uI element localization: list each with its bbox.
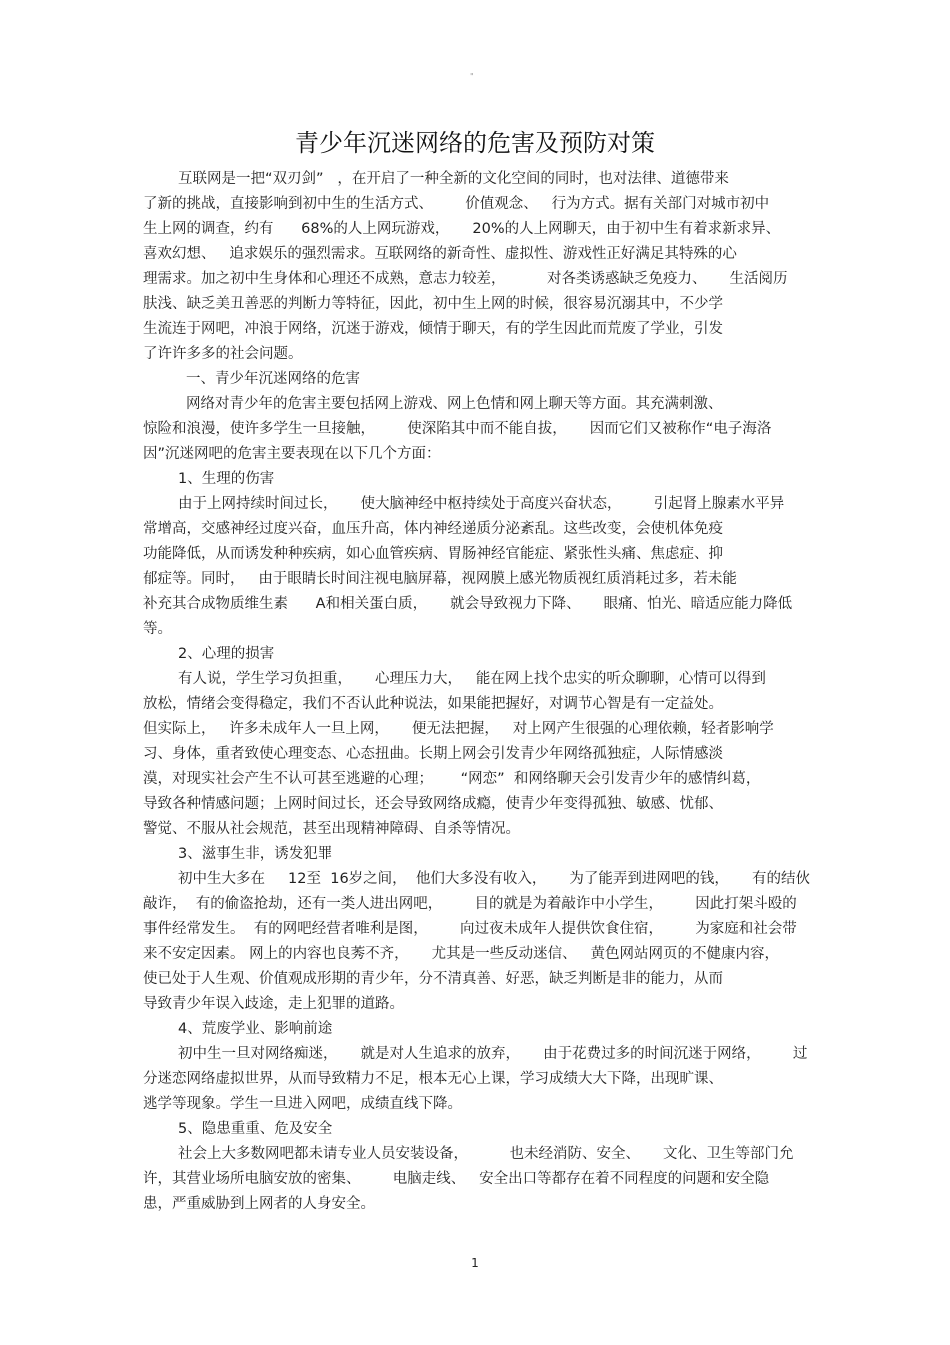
body-line: 肤浅、缺乏美丑善恶的判断力等特征，因此，初中生上网的时候，很容易沉溺其中，不少学	[143, 296, 723, 312]
body-line: 常增高，交感神经过度兴奋，血压升高，体内神经递质分泌紊乱。这些改变，会使机体免疫	[143, 521, 723, 537]
body-line: 分迷恋网络虚拟世界，从而导致精力不足，根本无心上课，学习成绩大大下降，出现旷课、	[143, 1071, 723, 1087]
body-line: 等。	[143, 621, 172, 637]
body-line: 漠，对现实社会产生不认可甚至逃避的心理； “网恋” 和网络聊天会引发青少年的感情纠葛，	[143, 771, 761, 787]
body-line: 许，其营业场所电脑安放的密集、 电脑走线、 安全出口等都存在着不同程度的问题和安全隐	[143, 1171, 770, 1187]
body-line: 习、身体，重者致使心理变态、心态扭曲。长期上网会引发青少年网络孤独症，人际情感淡	[143, 746, 723, 762]
subsection-heading: 2、心理的损害	[178, 646, 275, 662]
body-line: 放松，情绪会变得稳定，我们不否认此种说法，如果能把握好，对调节心智是有一定益处。	[143, 696, 723, 712]
body-line: 了许许多多的社会问题。	[143, 346, 303, 362]
body-line: 敲诈， 有的偷盗抢劫，还有一类人进出网吧， 目的就是为着敲诈中小学生， 因此打架斗殴的	[143, 896, 797, 912]
body-line: 警觉、不服从社会规范，甚至出现精神障碍、自杀等情况。	[143, 821, 520, 837]
body-line: 使已处于人生观、价值观成形期的青少年，分不清真善、好恶，缺乏判断是非的能力，从而	[143, 971, 723, 987]
subsection-heading: 4、荒废学业、影响前途	[178, 1021, 333, 1037]
body-line: 生上网的调查，约有 68%的人上网玩游戏， 20%的人上网聊天，由于初中生有着求新求异、	[143, 221, 781, 237]
body-line: 惊险和浪漫，使许多学生一旦接触， 使深陷其中而不能自拔， 因而它们又被称作“电子海洛	[143, 421, 772, 437]
body-line: 理需求。加之初中生身体和心理还不成熟，意志力较差， 对各类诱惑缺乏免疫力、 生活阅历	[143, 271, 788, 287]
body-line: 初中生大多在 12至 16岁之间， 他们大多没有收入， 为了能弄到进网吧的钱， 有的结伙	[178, 871, 810, 887]
body-line: 患，严重威胁到上网者的人身安全。	[143, 1196, 375, 1212]
section-heading: 一、青少年沉迷网络的危害	[186, 371, 360, 387]
body-line: 事件经常发生。 有的网吧经营者唯利是图， 向过夜未成年人提供饮食住宿， 为家庭和社会带	[143, 921, 797, 937]
body-line: 网络对青少年的危害主要包括网上游戏、网上色情和网上聊天等方面。其充满刺激、	[186, 396, 723, 412]
page-title: 青少年沉迷网络的危害及预防对策	[295, 129, 655, 157]
body-line: 生流连于网吧，冲浪于网络，沉迷于游戏，倾情于聊天，有的学生因此而荒废了学业，引发	[143, 321, 723, 337]
subsection-heading: 3、滋事生非，诱发犯罪	[178, 846, 333, 862]
body-line: 补充其合成物质维生素 A和相关蛋白质， 就会导致视力下降、 眼痛、怕光、暗适应能力降低	[143, 596, 793, 612]
subsection-heading: 1、生理的伤害	[178, 471, 275, 487]
body-line: 互联网是一把“双刃剑” ，在开启了一种全新的文化空间的同时，也对法律、道德带来	[178, 171, 729, 187]
body-line: 初中生一旦对网络痴迷， 就是对人生追求的放弃， 由于花费过多的时间沉迷于网络， 过	[178, 1046, 808, 1062]
body-line: 功能降低，从而诱发种种疾病，如心血管疾病、胃肠神经官能症、紧张性头痛、焦虑症、抑	[143, 546, 723, 562]
body-line: 有人说，学生学习负担重， 心理压力大， 能在网上找个忠实的听众聊聊，心情可以得到	[178, 671, 766, 687]
body-line: 郁症等。同时， 由于眼睛长时间注视电脑屏幕，视网膜上感光物质视红质消耗过多，若未能	[143, 571, 737, 587]
subsection-heading: 5、隐患重重、危及安全	[178, 1121, 333, 1137]
body-line: 逃学等现象。学生一旦进入网吧，成绩直线下降。	[143, 1096, 462, 1112]
body-line: 社会上大多数网吧都未请专业人员安装设备， 也未经消防、安全、 文化、卫生等部门允	[178, 1146, 794, 1162]
body-line: 喜欢幻想、 追求娱乐的强烈需求。互联网络的新奇性、虚拟性、游戏性正好满足其特殊的心	[143, 246, 737, 262]
body-line: 因”沉迷网吧的危害主要表现在以下几个方面：	[143, 446, 441, 462]
header-mark: "	[470, 72, 474, 81]
body-line: 了新的挑战，直接影响到初中生的生活方式、 价值观念、 行为方式。据有关部门对城市初中	[143, 196, 770, 212]
body-line: 导致青少年误入歧途，走上犯罪的道路。	[143, 996, 404, 1012]
page-number: 1	[471, 1256, 479, 1270]
body-line: 导致各种情感问题；上网时间过长，还会导致网络成瘾，使青少年变得孤独、敏感、忧郁、	[143, 796, 723, 812]
body-line: 但实际上， 许多未成年人一旦上网， 便无法把握， 对上网产生很强的心理依赖，轻者影响学	[143, 721, 774, 737]
body-line: 来不安定因素。 网上的内容也良莠不齐， 尤其是一些反动迷信、 黄色网站网页的不健康内容，	[143, 946, 779, 962]
body-line: 由于上网持续时间过长， 使大脑神经中枢持续处于高度兴奋状态， 引起肾上腺素水平异	[178, 496, 785, 512]
